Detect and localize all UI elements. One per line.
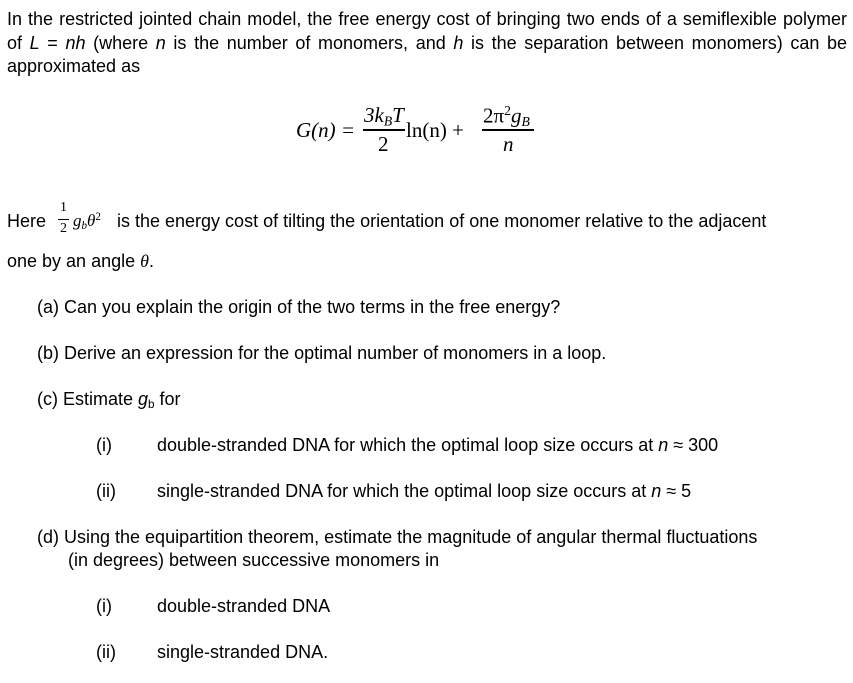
fraction1-bar bbox=[363, 129, 405, 131]
question-c-ii bbox=[157, 481, 691, 502]
fraction2-bar bbox=[482, 129, 534, 131]
question-d-ii-label: (ii) bbox=[96, 642, 116, 662]
question-c-ii-value: ≈ 5 bbox=[661, 481, 692, 501]
intro-text: (where bbox=[85, 32, 156, 53]
question-c-ii-text: single-stranded DNA for which the optimal loop size occurs at bbox=[157, 481, 652, 501]
question-d-line1: (d) Using the equipartition theorem, estimate the magnitude of angular thermal fluctuations bbox=[37, 527, 758, 547]
question-c-ii-label: (ii) bbox=[96, 481, 116, 501]
ln-term-text: ln(n) + bbox=[406, 118, 464, 142]
here-rest-line1: is the energy cost of tilting the orientation of one monomer relative to the adjacent bbox=[117, 211, 767, 231]
half-denominator: 2 bbox=[60, 221, 67, 236]
question-c-i-value: ≈ 300 bbox=[668, 435, 719, 455]
question-d-ii: single-stranded DNA. bbox=[157, 642, 329, 662]
equation-lhs: G(n) = bbox=[296, 118, 356, 142]
here-line2-text: one by an angle bbox=[7, 251, 141, 271]
frac2-num-sub: B bbox=[521, 113, 530, 129]
theta-symbol: θ bbox=[140, 251, 149, 271]
question-d-line2: (in degrees) between successive monomers in bbox=[68, 550, 440, 570]
intro-text: In the restricted jointed chain model, the free energy cost of bringing two ends of a semiflexible polymer of bbox=[7, 9, 847, 53]
question-c-text: (c) Estimate bbox=[37, 389, 139, 409]
frac1-num-sub: B bbox=[383, 113, 393, 129]
intro-text: is the number of monomers, and bbox=[165, 32, 454, 53]
question-b: (b) Derive an expression for the optimal number of monomers in a loop. bbox=[37, 343, 607, 363]
half-bar bbox=[58, 219, 69, 220]
frac2-num-g: g bbox=[510, 103, 522, 128]
g-symbol: g bbox=[138, 389, 149, 409]
g-b-theta-squared bbox=[73, 211, 101, 232]
symbol-L: L bbox=[29, 32, 40, 53]
intro-text: = bbox=[39, 32, 66, 53]
question-d-i: double-stranded DNA bbox=[157, 596, 331, 616]
question-d-i-label: (i) bbox=[96, 596, 112, 616]
frac2-num-sup: 2 bbox=[504, 103, 511, 118]
fraction1-denominator: 2 bbox=[378, 132, 389, 156]
symbol-n: n bbox=[658, 435, 669, 455]
half-numerator: 1 bbox=[60, 200, 67, 215]
g-subscript: b bbox=[148, 397, 155, 411]
symbol-h: h bbox=[453, 32, 464, 53]
intro-text: is the separation between monomers) can be approximated as bbox=[7, 32, 848, 76]
theta-symbol: θ bbox=[87, 211, 96, 231]
question-c bbox=[37, 389, 181, 411]
frac1-num-tail: T bbox=[392, 103, 404, 127]
question-c-i-label: (i) bbox=[96, 435, 112, 455]
g-subscript: b bbox=[81, 219, 88, 232]
question-c-i-text: double-stranded DNA for which the optimal loop size occurs at bbox=[157, 435, 659, 455]
question-a: (a) Can you explain the origin of the two terms in the free energy? bbox=[37, 297, 561, 317]
fraction2-numerator bbox=[483, 103, 530, 130]
g-symbol: g bbox=[73, 211, 82, 231]
symbol-nh: nh bbox=[65, 32, 86, 53]
period: . bbox=[148, 251, 154, 271]
intro-paragraph bbox=[7, 8, 847, 79]
symbol-n: n bbox=[155, 32, 166, 53]
question-c-i bbox=[157, 435, 718, 456]
here-line2 bbox=[7, 251, 154, 272]
ln-term bbox=[406, 118, 464, 143]
frac2-num-text: 2π bbox=[483, 103, 505, 128]
fraction2-denominator: n bbox=[503, 132, 514, 156]
fraction1-numerator bbox=[364, 103, 404, 129]
question-c-suffix: for bbox=[154, 389, 181, 409]
frac1-num-text: 3k bbox=[364, 103, 384, 127]
theta-superscript: 2 bbox=[95, 211, 101, 223]
here-word: Here bbox=[7, 211, 47, 231]
symbol-n: n bbox=[651, 481, 662, 501]
